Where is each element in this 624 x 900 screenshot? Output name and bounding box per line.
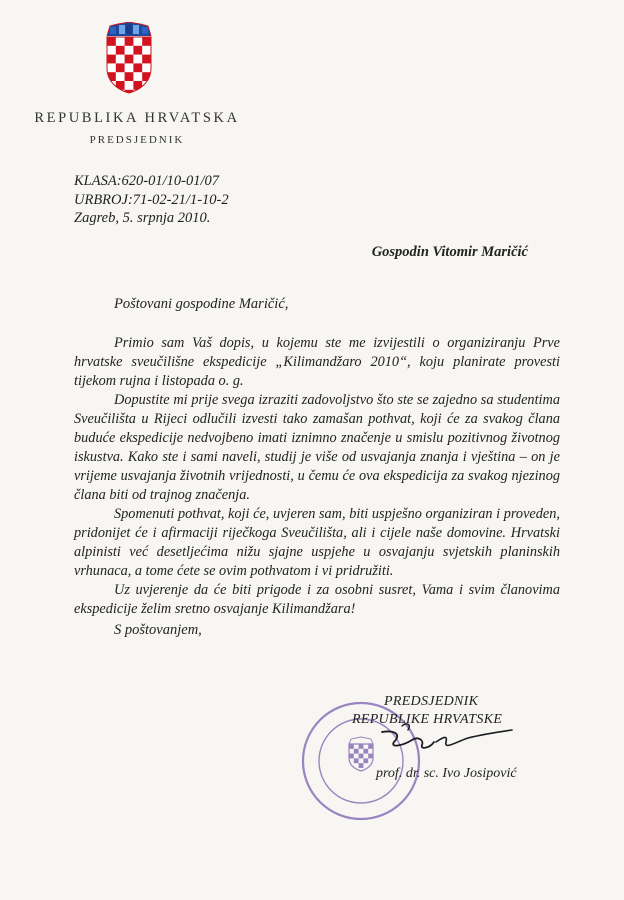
place-date: Zagreb, 5. srpnja 2010. bbox=[74, 210, 211, 226]
signature-title-line-1: PREDSJEDNIK bbox=[384, 694, 479, 709]
closing: S poštovanjem, bbox=[114, 622, 202, 638]
stamp-shield bbox=[349, 737, 373, 771]
checkered-shield bbox=[107, 37, 151, 94]
paragraph-2: Dopustite mi prije svega izraziti zadovoljstvo što ste se zajedno sa studentima Sveučilišta u Rijeci odlučili izvesti tako zamašan pothvat, koji će za svakog člana buduće ekspedicije nedvojbeno imati iznimno značenje u smislu pozitivnog životnog iskustva. Kako ste i sami naveli, studij je više od usvajanja znanja i vještina – on je vrijeme usvajanja životnih vrijednosti, u čemu će ova ekspedicija za svakog njezinog člana biti od trajnog značenja. bbox=[74, 392, 560, 503]
coat-of-arms-icon bbox=[104, 22, 154, 94]
reference-klasa: KLASA:620-01/10-01/07 bbox=[74, 173, 219, 189]
paragraph-3: Spomenuti pothvat, koji će, uvjeren sam, biti uspješno organiziran i proveden, pridonijet će i afirmaciji riječkoga Sveučilišta, ali i cijele naše domovine. Hrvatski alpinisti već desetljećima nižu sjajne uspjehe u osvajanju svjetskih planinskih vrhunaca, a tome ćete se ovim pothvatom i vi pridružiti. bbox=[74, 506, 560, 579]
salutation: Poštovani gospodine Maričić, bbox=[114, 296, 289, 312]
signatory-name: prof. dr. sc. Ivo Josipović bbox=[376, 766, 517, 781]
paragraph-4: Uz uvjerenje da će biti prigode i za osobni susret, Vama i svim članovima ekspedicije želim sretno osvajanje Kilimandžara! bbox=[74, 582, 560, 617]
paragraph-1: Primio sam Vaš dopis, u kojemu ste me izvijestili o organiziranju Prve hrvatske sveučilišne ekspedicije „Kilimandžaro 2010“, koju planirate provesti tijekom rujna i listopada o. g. bbox=[74, 335, 560, 389]
signature-title-line-2: REPUBLIKE HRVATSKE bbox=[352, 712, 503, 727]
office-heading: PREDSJEDNIK bbox=[89, 134, 185, 146]
crown bbox=[107, 22, 151, 36]
letter-body bbox=[74, 334, 560, 619]
reference-urbroj: URBROJ:71-02-21/1-10-2 bbox=[74, 192, 229, 208]
republic-heading: REPUBLIKA HRVATSKA bbox=[34, 110, 240, 126]
recipient-name: Gospodin Vitomir Maričić bbox=[371, 244, 528, 260]
